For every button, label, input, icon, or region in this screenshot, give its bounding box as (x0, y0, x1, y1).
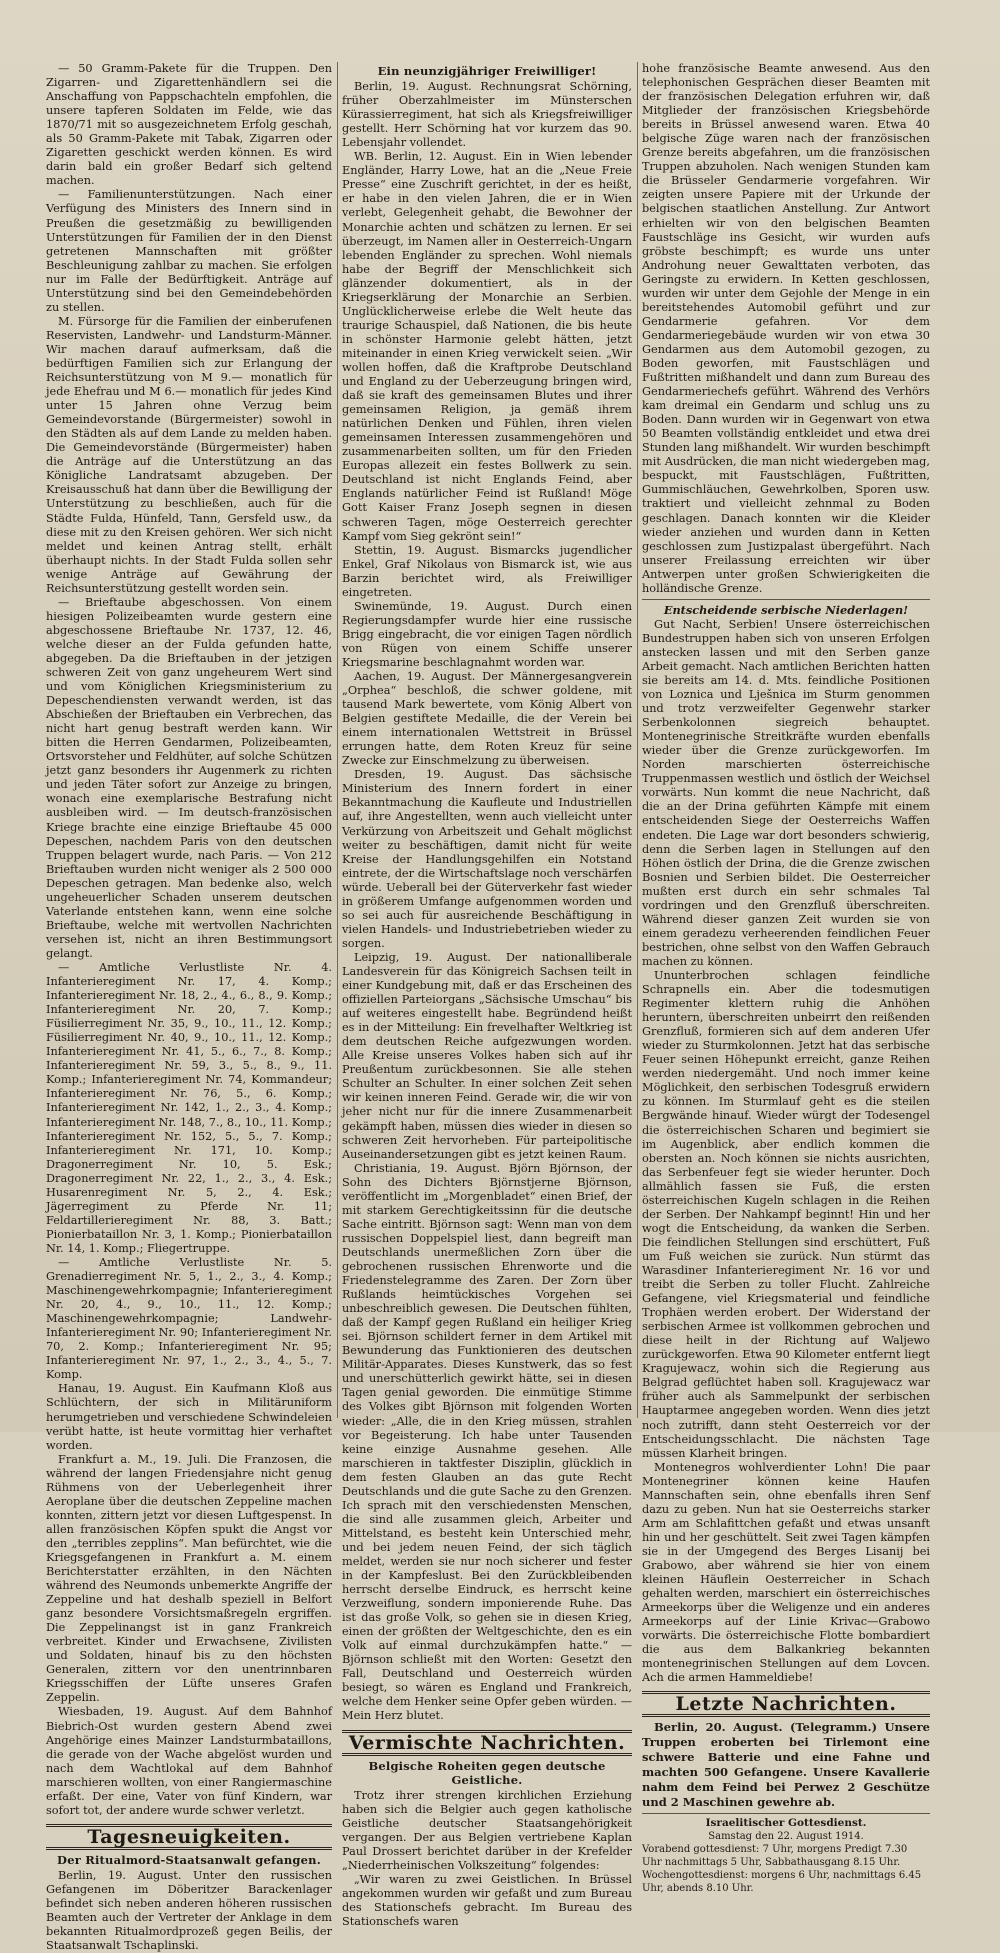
article-paragraph: „Wir waren zu zwei Geistlichen. In Brüssel angekommen wurden wir gefaßt und zum Bureau des Stationschefs gebracht. Im Bureau des Stationschefs waren (342, 1872, 632, 1929)
article-paragraph: Montenegros wohlverdienter Lohn! Die paar Montenegriner können keine Haufen Mannschaften sein, ohne ebenfalls ihren Senf dazu zu geben. Nun hat sie Oesterreichs starker Arm am Schlafittchen gefaßt und etwas unsanft hin und her geschüttelt. Seit zwei Tagen kämpfen sie in der Umgegend des Berges Lisanij bei Grabowo, aber während sie hier von einem kleinen Häuflein Oesterreicher in Schach gehalten werden, marschiert ein österreichisches Armeekorps über die Weligenze und ein anderes Armeekorps auf der Linie Krivac—Grabowo vorwärts. Die österreichische Flotte bombardiert die aus dem Balkankrieg bekannten montenegrinischen Stellungen auf dem Lovcen. Ach die armen Hammeldiebe! (642, 1460, 930, 1685)
article-paragraph: Hanau, 19. August. Ein Kaufmann Kloß aus Schlüchtern, der sich in Militäruniform herumgetrieben und verschiedene Schwindeleien verübt hatte, ist heute vormittag hier verhaftet worden. (46, 1382, 332, 1452)
article-paragraph: Leipzig, 19. August. Der nationalliberale Landesverein für das Königreich Sachsen teilt in einer Kundgebung mit, daß er das Erscheinen des offiziellen Parteiorgans „Sächsische Umschau“ bis auf weiteres eingestellt habe. Begründend heißt es in der Mitteilung: Ein frevelhafter Weltkrieg ist dem deutschen Reiche aufgezwungen worden. Alle Kreise unseres Volkes haben sich auf ihr Preußentum zurückbesonnen. Sie alle stehen Schulter an Schulter. In einer solchen Zeit sehen wir keinen inneren Feind. Gerade wir, die wir von jeher nicht nur für die innere Zusammenarbeit gekämpft haben, müssen dies wieder in diesen so schweren Zeit hervorheben. Für parteipolitische Auseinandersetzungen gibt es jetzt keinen Raum. (342, 950, 632, 1161)
section-heading: Letzte Nachrichten. (642, 1691, 930, 1717)
service-line: Vorabend gottesdienst: 7 Uhr, morgens Predigt 7.30 Uhr nachmittags 5 Uhr, Sabbathausgang 8.15 Uhr. (642, 1844, 908, 1869)
article-paragraph: Ununterbrochen schlagen feindliche Schrapnells ein. Aber die todesmutigen Regimenter klettern ruhig die Anhöhen heruntern, überschreiten unbeirrt den reißenden Grenzfluß, formieren sich auf dem anderen Ufer wieder zu Sturmkolonnen. Jetzt hat das serbische Feuer seinen Höhepunkt erreicht, ganze Reihen werden niedergemäht. Und noch immer keine Möglichkeit, den serbischen Todesgruß erwidern zu können. Im Sturmlauf geht es die steilen Bergwände hinauf. Wieder würgt der Todesengel die österreichischen Scharen und begimiert sie im Augenblick, aber endlich kommen die obersten an. Noch können sie nichts ausrichten, das Serbenfeuer fegt sie wieder herunter. Doch allmählich fassen sie Fuß, die ersten österreichischen Kugeln schlagen in die Reihen der Serben. Der Nahkampf beginnt! Hin und her wogt die Entscheidung, da wanken die Serben. Die feindlichen Stellungen sind erschüttert, Fuß um Fuß weichen sie zurück. Nun stürmt das Warasdiner Infanterieregiment Nr. 16 vor und treibt die Serben zu toller Flucht. Zahlreiche Gefangene, viel Kriegsmaterial und feindliche Trophäen werden erobert. Der Widerstand der serbischen Armee ist vollkommen gebrochen und diese heilt in der Richtung auf Waljewo zurückgeworfen. Etwa 90 Kilometer entfernt liegt Kragujewacz, wohin sich die Regierung aus Belgrad geflüchtet haben soll. Kragujewacz war früher auch als Sammelpunkt der serbischen Hauptarmee angegeben worden. Wenn dies jetzt noch zutrifft, dann steht Oesterreich vor der Entscheidungsschlacht. Die nächsten Tage müssen Klarheit bringen. (642, 969, 930, 1460)
service-line: Wochengottesdienst: morgens 6 Uhr, nachmittags 6.45 Uhr, abends 8.10 Uhr. (642, 1870, 922, 1895)
column-1 (46, 62, 332, 1953)
column-rule (637, 62, 638, 1418)
article-paragraph: WB. Berlin, 12. August. Ein in Wien lebender Engländer, Harry Lowe, hat an die „Neue Freie Presse“ eine Zuschrift gerichtet, in der es heißt, er habe in den vielen Jahren, die er in Wien verlebt, Gelegenheit gehabt, die Bewohner der Monarchie achten und schätzen zu lernen. Er sei überzeugt, im Namen aller in Oesterreich-Ungarn lebenden Engländer zu sprechen. Wohl niemals habe der Begriff der Menschlichkeit sich glänzender dokumentiert, als in der Kriegserklärung der Monarchie an Serbien. Unglücklicherweise erlebe die Welt heute das traurige Schauspiel, daß Nationen, die bis heute in schönster Harmonie gelebt hätten, jetzt miteinander in einen Krieg verwickelt seien. „Wir wollen hoffen, daß die Kraftprobe Deutschland und England zu der Ueberzeugung bringen wird, daß sie kraft des gemeinsamen Blutes und ihrer gemeinsamen Religion, ja gemäß ihrem natürlichen Denken und Fühlen, ihren vielen gemeinsamen Interessen zusammengehören und zusammenarbeiten sollten, um für den Frieden Europas allezeit ein festes Bollwerk zu sein. Deutschland ist nicht Englands Feind, aber Englands natürlicher Feind ist Rußland! Möge Gott Kaiser Franz Joseph segnen in diesen schweren Tagen, möge Oesterreich gerechter Kampf vom Sieg gekrönt sein!“ (342, 150, 632, 543)
divider (642, 1813, 930, 1814)
column-3 (642, 62, 930, 1895)
service-date: Samstag den 22. August 1914. (708, 1831, 864, 1843)
article-paragraph: Aachen, 19. August. Der Männergesangverein „Orphea“ beschloß, die schwer goldene, mit tausend Mark bewertete, vom König Albert von Belgien gestiftete Medaille, die der Verein bei einem internationalen Wettstreit in Brüssel errungen hatte, dem Roten Kreuz für seine Zwecke zur Einschmelzung zu überweisen. (342, 670, 632, 768)
article-headline: Belgische Roheiten gegen deutsche Geistliche. (368, 1758, 606, 1787)
article-paragraph: Frankfurt a. M., 19. Juli. Die Franzosen, die während der langen Friedensjahre nicht genug Rühmens von der Ueberlegenheit ihrer Aeroplane über die deutschen Zeppeline machen konnten, zittern jetzt vor diesen Luftgespenst. In allen französischen Köpfen spukt die Angst vor den „terribles zepplins“. Man befürchtet, wie die Kriegsgefangenen in Frankfurt a. M. einem Berichterstatter erzählten, in den Nächten während des Neumonds unbemerkte Angriffe der Zeppeline und hat deshalb speziell in Belfort ganz besondere Vorsichtsmaßregeln ergriffen. Die Zeppelinangst ist in ganz Frankreich verbreitet. Kinder und Erwachsene, Zivilisten und Soldaten, hinauf bis zu den höchsten Generalen, zittern vor den unentrinnbaren Kriegsschiffen der Lüfte unseres Grafen Zeppelin. (46, 1452, 332, 1705)
article-paragraph: Berlin, 19. August. Rechnungsrat Schörning, früher Oberzahlmeister im Münsterschen Kürassierregiment, hat sich als Kriegsfreiwilliger gestellt. Herr Schörning hat vor kurzem das 90. Lebensjahr vollendet. (342, 80, 632, 150)
article-paragraph: Christiania, 19. August. Björn Björnson, der Sohn des Dichters Björnstjerne Björnson, veröffentlicht im „Morgenbladet“ einen Brief, der mit starkem Gerechtigkeitssinn für die deutsche Sache eintritt. Björnson sagt: Wenn man von dem russischen Doppelspiel liest, dann begreift man Deutschlands unermeßlichen Zorn über die gebrochenen russischen Ehrenworte und die Friedenstelegramme des Zaren. Der Zorn über Rußlands heimtückisches Vorgehen sei unbeschreiblich gewesen. Die Deutschen fühlten, daß der Kampf gegen Rußland ein heiliger Krieg sei. Björnson schildert ferner in dem Artikel mit Bewunderung das Funktionieren des deutschen Militär-Apparates. Dieses Kunstwerk, das so fest und unerschütterlich gewirkt hätte, sei in diesen Tagen genial geworden. Die einmütige Stimme des Volkes gibt Björnson mit folgenden Worten wieder: „Alle, die in den Krieg müssen, strahlen vor Begeisterung. Ich habe unter Tausenden keine einzige Ausnahme gesehen. Alle marschieren in taktfester Disziplin, glücklich in dem festen Glauben an das gute Recht Deutschlands und die gute Sache zu den Grenzen. Ich sprach mit den verschiedensten Menschen, die sind alle zusammen gleich, Arbeiter und Mittelstand, es besteht kein Unterschied mehr, und bei jedem neuen Feind, der sich täglich meldet, werden sie nur noch sicherer und fester in der Kampfeslust. Bei den Zurückbleibenden herrscht derselbe Eindruck, es herrscht keine Verzweiflung, sondern imponierende Ruhe. Das ist das große Volk, so gehen sie in diesen Krieg, einen der größten der Weltgeschichte, den es ein Volk auf einmal durchzukämpfen hatte.“ — Björnson schließt mit den Worten: Gesetzt den Fall, Deutschland und Oesterreich würden besiegt, so wären es England und Frankreich, welche dem Henker seine Opfer geben würden. — Mein Herz blutet. (342, 1161, 632, 1723)
article-paragraph: Dresden, 19. August. Das sächsische Ministerium des Innern fordert in einer Bekanntmachung die Kaufleute und Industriellen auf, ihre Angestellten, wenn auch vielleicht unter Verkürzung von Arbeitszeit und Gehalt möglichst weiter zu beschäftigen, damit nicht für weite Kreise der Handlungsgehilfen ein Notstand eintrete, der die Wirtschaftslage noch verschärfen würde. Ueberall bei der Güterverkehr fast wieder in größerem Umfange aufgenommen worden und so sei auch für ausreichende Beschäftigung in vielen Handels- und Industriebetrieben wieder zu sorgen. (342, 768, 632, 950)
service-title: Israelitischer Gottesdienst. (705, 1817, 867, 1830)
article-paragraph: — Amtliche Verlustliste Nr. 5. Grenadierregiment Nr. 5, 1., 2., 3., 4. Komp.; Maschinengewehrkompagnie; Infanterieregiment Nr. 20, 4., 9., 10., 11., 12. Komp.; Maschinengewehrkompagnie; Landwehr-Infanterieregiment Nr. 90; Infanterieregiment Nr. 70, 2. Komp.; Infanterieregiment Nr. 95; Infanterieregiment Nr. 97, 1., 2., 3., 4., 5., 7. Komp. (46, 1255, 332, 1382)
service-times (642, 1843, 930, 1895)
column-rule (337, 62, 338, 1418)
article-headline: Ein neunzigjähriger Freiwilliger! (377, 64, 597, 78)
article-paragraph: Swinemünde, 19. August. Durch einen Regierungsdampfer wurde hier eine russische Brigg eingebracht, die vor einigen Tagen nördlich von Rügen von einem Schiffe unserer Kriegsmarine beschlagnahmt worden war. (342, 599, 632, 669)
divider (642, 599, 930, 600)
telegram-notice: Berlin, 20. August. (Telegramm.) Unsere Truppen eroberten bei Tirlemont eine schwere Batterie und eine Fahne und machten 500 Gefangene. Unsere Kavallerie nahm dem Feind bei Perwez 2 Geschütze und 2 Maschinen gewehre ab. (642, 1720, 930, 1810)
article-paragraph: — 50 Gramm-Pakete für die Truppen. Den Zigarren- und Zigarettenhändlern sei die Anschaffung von Pappschachteln empfohlen, die unsere tapferen Soldaten im Felde, wie das 1870/71 mit so ausgezeichnetem Erfolg geschah, als 50 Gramm-Pakete mit Tabak, Zigarren oder Zigaretten geschickt werden können. Es wird darin bald ein großer Bedarf sich geltend machen. (46, 62, 332, 188)
article-paragraph: Trotz ihrer strengen kirchlichen Erziehung haben sich die Belgier auch gegen katholische Geistliche deutscher Staatsangehörigkeit vergangen. Der aus Belgien vertriebene Kaplan Paul Drossert berichtet darüber in der Krefelder „Niederrheinischen Volkszeitung“ folgendes: (342, 1788, 632, 1872)
section-heading: Tagesneuigkeiten. (46, 1824, 332, 1850)
column-2 (342, 62, 632, 1929)
section-heading: Vermischte Nachrichten. (342, 1730, 632, 1756)
article-paragraph: — Amtliche Verlustliste Nr. 4. Infanterieregiment Nr. 17, 4. Komp.; Infanterieregiment Nr. 18, 2., 4., 6., 8., 9. Komp.; Infanterieregiment Nr. 20, 7. Komp.; Füsilierregiment Nr. 35, 9., 10., 11., 12. Komp.; Füsilierregiment Nr. 40, 9., 10., 11., 12. Komp.; Infanterieregiment Nr. 41, 5., 6., 7., 8. Komp.; Infanterieregiment Nr. 59, 3., 5., 8., 9., 11. Komp.; Infanterieregiment Nr. 74, Kommandeur; Infanterieregiment Nr. 76, 5., 6. Komp.; Infanterieregiment Nr. 142, 1., 2., 3., 4. Komp.; Infanterieregiment Nr. 148, 7., 8., 10., 11. Komp.; Infanterieregiment Nr. 152, 5., 5., 7. Komp.; Infanterieregiment Nr. 171, 10. Komp.; Dragonerregiment Nr. 10, 5. Esk.; Dragonerregiment Nr. 22, 1., 2., 3., 4. Esk.; Husarenregiment Nr. 5, 2., 4. Esk.; Jägerregiment zu Pferde Nr. 11; Feldartillerieregiment Nr. 88, 3. Batt.; Pionierbataillon Nr. 3, 1. Komp.; Pionierbataillon Nr. 14, 1. Komp.; Fliegertruppe. (46, 961, 332, 1255)
article-paragraph: Stettin, 19. August. Bismarcks jugendlicher Enkel, Graf Nikolaus von Bismarck ist, wie aus Barzin berichtet wird, als Freiwilliger eingetreten. (342, 543, 632, 599)
article-paragraph: — Brieftaube abgeschossen. Von einem hiesigen Polizeibeamten wurde gestern eine abgeschossene Brieftaube Nr. 1737, 12. 46, welche dieser an der Fulda gefunden hatte, abgegeben. Da die Brieftauben in der jetzigen schweren Zeit von ganz ungeheurem Wert sind und vom Königlichen Kriegsministerium zu Depeschendiensten verwandt werden, ist das Abschießen der Brieftauben ein Verbrechen, das nicht hart genug bestraft werden kann. Wir bitten die Herren Gendarmen, Polizeibeamten, Ortsvorsteher und Feldhüter, auf solche Schützen jetzt ganz besonders ihr Augenmerk zu richten und jeden Täter sofort zur Anzeige zu bringen, wonach eine exemplarische Bestrafung nicht ausbleiben wird. — Im deutsch-französischen Kriege brachte eine einzige Brieftaube 45 000 Depeschen, nachdem Paris von den deutschen Truppen belagert wurde, nach Paris. — Von 212 Brieftauben wurden nicht weniger als 2 500 000 Depeschen getragen. Man bedenke also, welch ungeheuerlicher Schaden unserem deutschen Vaterlande entstehen kann, wenn eine solche Brieftaube, welche mit wertvollen Nachrichten versehen ist, nicht an ihren Bestimmungsort gelangt. (46, 595, 332, 960)
article-paragraph: Berlin, 19. August. Unter den russischen Gefangenen im Döberitzer Barackenlager befindet sich neben anderen höheren russischen Beamten auch der Vertreter der Anklage in dem bekannten Ritualmordprozeß gegen Beilis, der Staatsanwalt Tschaplinski. (46, 1868, 332, 1953)
article-paragraph: M. Fürsorge für die Familien der einberufenen Reservisten, Landwehr- und Landsturm-Männer. Wir machen darauf aufmerksam, daß die bedürftigen Familien sich zur Erlangung der Reichsunterstützung von M 9.— monatlich für jede Ehefrau und M 6.— monatlich für jedes Kind unter 15 Jahren ohne Verzug beim Gemeindevorstande (Bürgermeister) sowohl in den Städten als auf dem Lande zu melden haben. Die Gemeindevorstände (Bürgermeister) haben die Anträge auf die Unterstützung an das Königliche Landratsamt abzugeben. Der Kreisausschuß hat dann über die Bewilligung der Unterstützung zu beschließen, auch für die Städte Fulda, Hünfeld, Tann, Gersfeld usw., da diese mit zu den Kreisen gehören. Wer sich nicht meldet und keinen Antrag stellt, erhält überhaupt nichts. In der Stadt Fulda sollen sehr wenige Anträge auf Gewährung der Reichsunterstützung gestellt worden sein. (46, 314, 332, 595)
article-paragraph: Gut Nacht, Serbien! Unsere österreichischen Bundestruppen haben sich von unseren Erfolgen anstecken lassen und mit den Serben ganze Arbeit gemacht. Nach amtlichen Berichten hatten sie bereits am 14. d. Mts. feindliche Positionen von Loznica und Lješnica im Sturm genommen und trotz verzweifelter Gegenwehr starker Serbenkolonnen siegreich behauptet. Montenegrinische Streitkräfte wurden ebenfalls wieder über die Grenze zurückgeworfen. Im Norden marschierten österreichische Truppenmassen westlich und östlich der Weichsel vorwärts. Nun kommt die neue Nachricht, daß die an der Drina geführten Kämpfe mit einem entscheidenden Siege der Oesterreichs Waffen endeten. Die Lage war dort besonders schwierig, denn die Serben lagen in Stellungen auf den Höhen östlich der Drina, die die Grenze zwischen Bosnien und Serbien bildet. Die Oesterreicher mußten erst durch ein sehr schmales Tal vordringen und den Grenzfluß überschreiten. Während dieser ganzen Zeit wurden sie von einem geradezu verheerenden feindlichen Feuer bestrichen, ohne selbst von den Waffen Gebrauch machen zu können. (642, 617, 930, 968)
article-paragraph: — Familienunterstützungen. Nach einer Verfügung des Ministers des Innern sind in Preußen die gesetzmäßig zu bewilligenden Unterstützungen für Familien der in den Dienst getretenen Mannschaften mit größter Beschleunigung zahlbar zu machen. Sie erfolgen nur im Falle der Bedürftigkeit. Anträge auf Unterstützung sind bei den Gemeindebehörden zu stellen. (46, 188, 332, 314)
article-headline: Der Ritualmord-Staatsanwalt gefangen. (57, 1852, 321, 1867)
article-paragraph: Wiesbaden, 19. August. Auf dem Bahnhof Biebrich-Ost wurden gestern Abend zwei Angehörige eines Mainzer Landsturmbataillons, die gerade von der Wache abgelöst wurden und nach dem Wachtlokal auf dem Bahnhof marschieren wollten, von einer Rangiermaschine erfaßt. Der eine, Vater von fünf Kindern, war sofort tot, der andere wurde schwer verletzt. (46, 1705, 332, 1817)
article-paragraph: hohe französische Beamte anwesend. Aus den telephonischen Gesprächen dieser Beamten mit der französischen Delegation erfuhren wir, daß Mitglieder der französischen Kriegsbehörde bereits in Brüssel anwesend waren. Etwa 40 belgische Züge waren nach der französischen Grenze bereits abgefahren, um die französischen Truppen abzuholen. Nach wenigen Stunden kam die Brüsseler Gendarmerie vorgefahren. Wir zeigten unsere Papiere mit der Urkunde der belgischen staatlichen Anstellung. Zur Antwort erhielten wir von den belgischen Beamten Faustschläge ins Gesicht, wir wurden aufs gröbste beschimpft; es wurde uns unter Androhung neuer Gewalttaten verboten, das Geringste zu erwidern. In Ketten geschlossen, wurden wir unter dem Gejohle der Menge in ein bereitstehendes Automobil geführt und zur Gendarmerie gefahren. Vor dem Gendarmeriegebäude wurden wir von etwa 30 Gendarmen aus dem Automobil gezogen, zu Boden geworfen, mit Faustschlägen und Fußtritten mißhandelt und dann zum Bureau des Gendarmeriechefs geführt. Während des Verhörs kam dreimal ein Gendarm und schlug uns zu Boden. Dann wurden wir in Gegenwart von etwa 50 Beamten vollständig entkleidet und etwa drei Stunden lang mißhandelt. Wir wurden beschimpft mit Ausdrücken, die man nicht wiedergeben mag, bespuckt, mit Faustschlägen, Fußtritten, Gummischläuchen, Gewehrkolben, Sporen usw. traktiert und vielleicht zehnmal zu Boden geschlagen. Danach konnten wir die Kleider wieder anziehen und wurden dann in Ketten geschlossen zum Justizpalast übergeführt. Nach unserer Freilassung erreichten wir über Antwerpen unter großen Schwierigkeiten die holländische Grenze. (642, 62, 930, 595)
service-header (642, 1817, 930, 1843)
article-headline: Entscheidende serbische Niederlagen! (663, 602, 909, 617)
